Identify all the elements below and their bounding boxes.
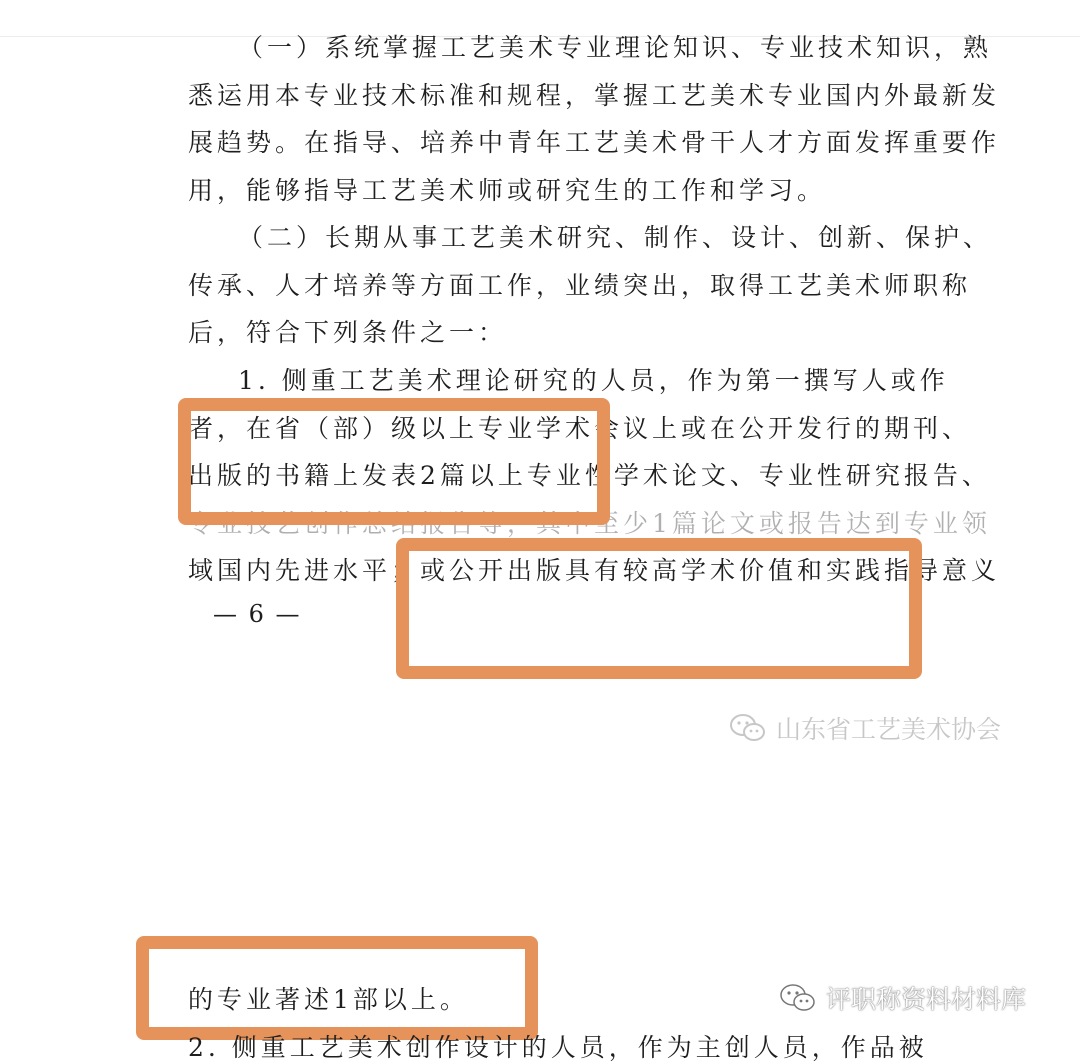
text-line: 后，符合下列条件之一： xyxy=(188,318,508,347)
text-line: 展趋势。在指导、培养中青年工艺美术骨干人才方面发挥重要作 xyxy=(188,128,1001,157)
text-line: 1. 侧重工艺美术理论研究的人员，作为第一撰写人或作 xyxy=(238,366,949,395)
page-number: — 6 — xyxy=(213,600,302,628)
wechat-icon xyxy=(728,712,768,744)
watermark-text: 山东省工艺美术协会 xyxy=(776,715,1002,744)
cut-off-line: 2. 侧重工艺美术创作设计的人员，作为主创人员，作品被 xyxy=(188,1033,928,1062)
text-line: 者，在省（部）级以上专业学术会议上或在公开发行的期刊、 xyxy=(188,413,972,443)
watermark-text: 评职称资料材料库 xyxy=(826,985,1027,1014)
paragraph-2 xyxy=(188,214,993,357)
highlight-box xyxy=(178,398,610,525)
continuation-text: 的专业著述1部以上。 xyxy=(188,980,469,1016)
text-line: 传承、人才培养等方面工作，业绩突出，取得工艺美术师职称 xyxy=(188,270,972,300)
text-line: （二）长期从事工艺美术研究、制作、设计、创新、保护、 xyxy=(238,223,993,252)
watermark xyxy=(728,710,1001,746)
text-line: 出版的书籍上发表2篇以上专业性学术论文、专业性研究报告、 xyxy=(188,461,991,490)
wechat-icon xyxy=(778,982,818,1014)
text-line: 悉运用本专业技术标准和规程，掌握工艺美术专业国内外最新发 xyxy=(188,80,1001,110)
watermark xyxy=(778,980,1026,1016)
text-line: （一）系统掌握工艺美术专业理论知识、专业技术知识，熟 xyxy=(238,33,993,62)
highlight-box xyxy=(396,538,922,679)
text-line: 域国内先进水平；或公开出版具有较高学术价值和实践指导意义 xyxy=(188,556,1001,585)
paragraph-1 xyxy=(188,24,1001,214)
text-line: 专业技艺创作总结报告等，其中至少1篇论文或报告达到专业领 xyxy=(188,508,991,538)
text-line: 用，能够指导工艺美术师或研究生的工作和学习。 xyxy=(188,175,827,205)
